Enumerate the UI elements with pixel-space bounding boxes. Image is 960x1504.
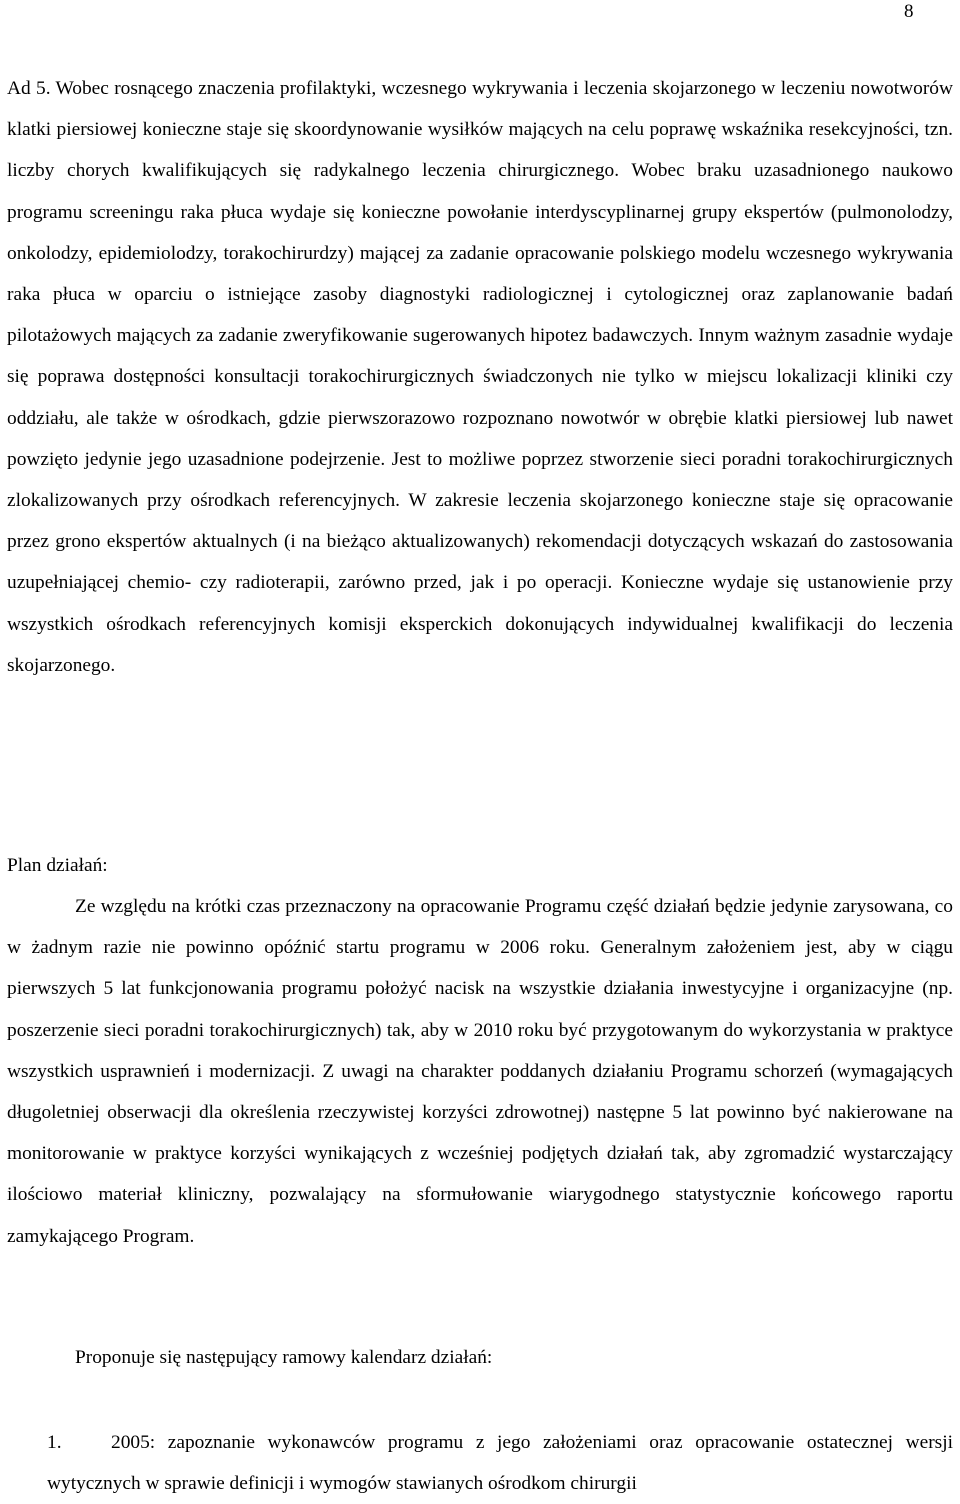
plan-body-paragraph: Ze względu na krótki czas przeznaczony na opracowanie Programu część działań będzie jedynie zarysowana, co w żadnym razie nie powinno opóźnić startu programu w 2006 roku. Generalnym założeniem jest, aby w ciągu pierwszych 5 lat funkcjonowania programu położyć nacisk na wszystkie działania inwestycyjne i organizacyjne (np. poszerzenie sieci poradni torakochirurgicznych) tak, aby w 2010 roku być przygotowanym do wykorzystania w praktyce wszystkich usprawnień i modernizacji. Z uwagi na charakter poddanych działaniu Programu schorzeń (wymagających długoletniej obserwacji dla określenia rzeczywistej korzyści zdrowotnej) następne 5 lat powinno być nakierowane na monitorowanie w praktyce korzyści wynikających z wcześniej podjętych działań tak, aby zgromadzić wystarczający ilościowo materiał kliniczny, pozwalający na sformułowanie wiarygodnego statystycznie końcowego raportu zamykającego Program. bbox=[7, 896, 953, 1247]
list-item-number: 1. bbox=[47, 1432, 62, 1453]
calendar-intro: Proponuje się następujący ramowy kalendarz działań: bbox=[75, 1347, 493, 1368]
plan-heading: Plan działań: bbox=[7, 855, 108, 876]
list-item-text: 2005: zapoznanie wykonawców programu z jego założeniami oraz opracowanie ostatecznej wersji wytycznych w sprawie definicji i wymogów stawianych ośrodkom chirurgii bbox=[47, 1432, 953, 1494]
list-item bbox=[0, 1422, 953, 1504]
page-number: 8 bbox=[904, 1, 914, 22]
calendar-list bbox=[0, 1422, 960, 1504]
section-ad5-paragraph: Ad 5. Wobec rosnącego znaczenia profilaktyki, wczesnego wykrywania i leczenia skojarzonego w leczeniu nowotworów klatki piersiowej konieczne staje się skoordynowanie wysiłków mających na celu poprawę wskaźnika resekcyjności, tzn. liczby chorych kwalifikujących się radykalnego leczenia chirurgicznego. Wobec braku uzasadnionego naukowo programu screeningu raka płuca wydaje się konieczne powołanie interdyscyplinarnej grupy ekspertów (pulmonolodzy, onkolodzy, epidemiolodzy, torakochirurdzy) mającej za zadanie opracowanie polskiego modelu wczesnego wykrywania raka płuca w oparciu o istniejące zasoby diagnostyki radiologicznej i cytologicznej oraz zaplanowanie badań pilotażowych mających za zadanie zweryfikowanie sugerowanych hipotez badawczych. Innym ważnym zasadnie wydaje się poprawa dostępności konsultacji torakochirurgicznych świadczonych nie tylko w miejscu lokalizacji kliniki czy oddziału, ale także w ośrodkach, gdzie pierwszorazowo rozpoznano nowotwór w obrębie klatki piersiowej lub nawet powzięto jedynie jego uzasadnione podejrzenie. Jest to możliwe poprzez stworzenie sieci poradni torakochirurgicznych zlokalizowanych przy ośrodkach referencyjnych. W zakresie leczenia skojarzonego konieczne staje się opracowanie przez grono ekspertów aktualnych (i na bieżąco aktualizowanych) rekomendacji dotyczących wskazań do zastosowania uzupełniającej chemio- czy radioterapii, zarówno przed, jak i po operacji. Konieczne wydaje się ustanowienie przy wszystkich ośrodkach referencyjnych komisji eksperckich dokonujących indywidualnej kwalifikacji do leczenia skojarzonego. bbox=[7, 78, 953, 676]
